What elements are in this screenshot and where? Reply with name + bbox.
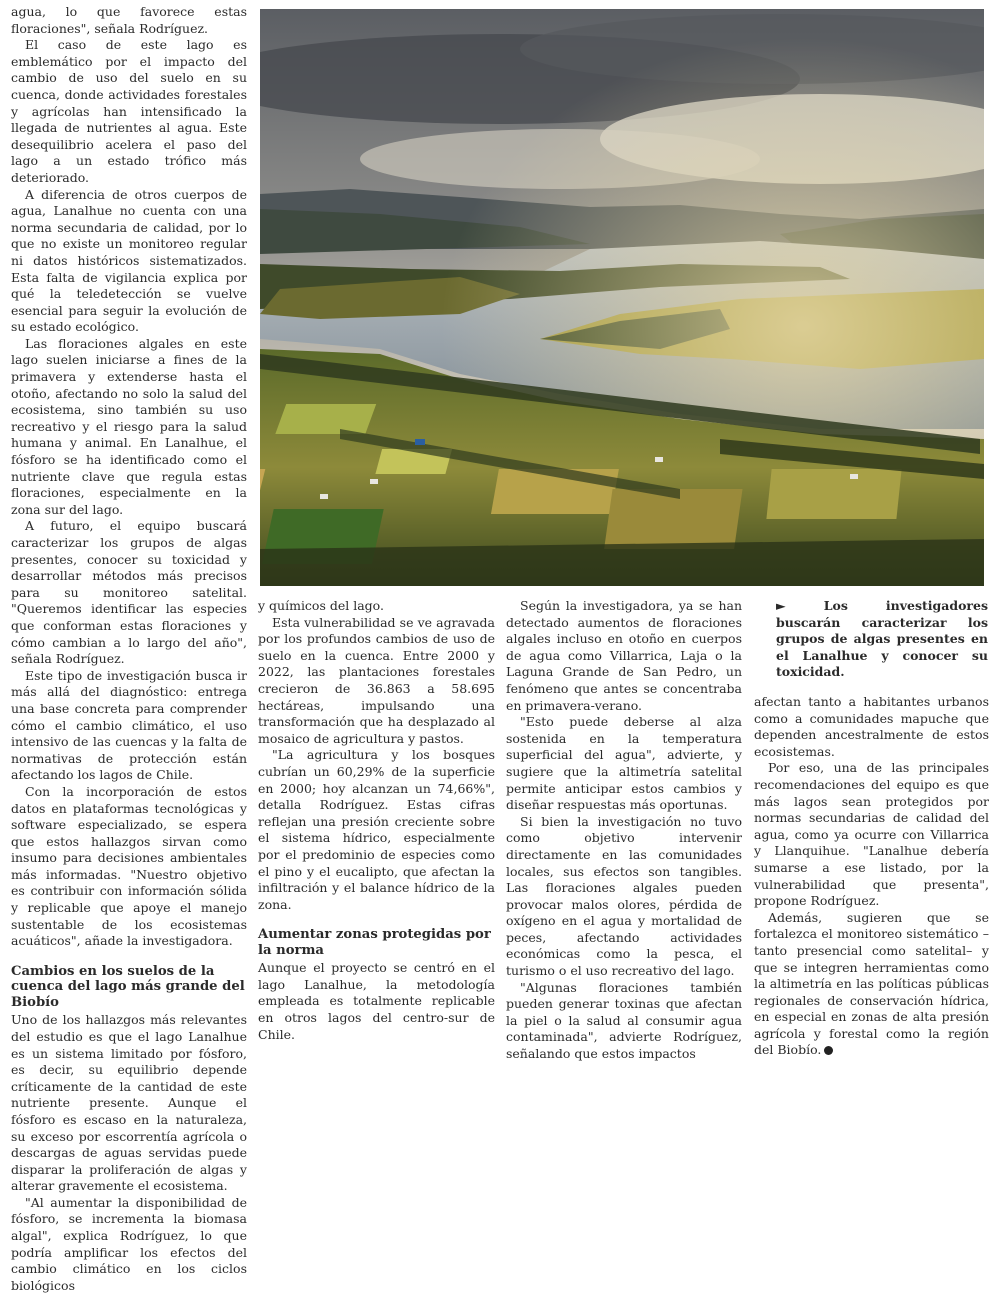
paragraph: y químicos del lago.	[258, 598, 384, 613]
paragraph: Este tipo de investigación busca ir más allá del diagnóstico: entrega una base concreta para comprender cómo el cambio climático, el uso intensivo de las cuencas y la falta de normativas de protección están afectando los lagos de Chile.	[11, 667, 247, 783]
photo-caption	[776, 598, 988, 681]
article-column-2	[258, 598, 495, 1043]
paragraph: "Esto puede deberse al alza sostenida en la temperatura superficial del agua", advierte, y sugiere que la altimetría satelital permite anticipar estos cambios y diseñar respuestas más oportunas.	[506, 714, 742, 813]
lake-photo-illustration	[260, 9, 984, 586]
paragraph: Las floraciones algales en este lago suelen iniciarse a fines de la primavera y extenderse hasta el otoño, afectando no solo la salud del ecosistema, sino también su uso recreativo y el riesgo para la salud humana y animal. En Lanalhue, el fósforo se ha identificado como el nutriente clave que regula estas floraciones, especialmente en la zona sur del lago.	[11, 335, 247, 517]
paragraph: Según la investigadora, ya se han detectado aumentos de floraciones algales incluso en otoño en cuerpos de agua como Villarrica, Laja o la Laguna Grande de San Pedro, un fenómeno que antes se concentraba en primavera-verano.	[506, 598, 742, 713]
section-heading: Aumentar zonas protegidas por la norma	[258, 927, 491, 958]
paragraph: Con la incorporación de estos datos en plataformas tecnológicas y software especializado, se espera que estos hallazgos sirvan como insumo para decisiones ambientales más informadas. "Nuestro objetivo es contribuir con información sólida y replicable que apoye el manejo sustentable de los ecosistemas acuáticos", añade la investigadora.	[11, 783, 247, 949]
paragraph: afectan tanto a habitantes urbanos como a comunidades mapuche que dependen ancestralmente de estos ecosistemas.	[754, 694, 989, 759]
paragraph: A futuro, el equipo buscará caracterizar los grupos de algas presentes, conocer su toxicidad y desarrollar métodos más precisos para su monitoreo satelital. "Queremos identificar las especies que conforman estas floraciones y cómo cambian a lo largo del año", señala Rodríguez.	[11, 518, 247, 667]
lake-landscape-photo	[260, 9, 984, 586]
paragraph: Si bien la investigación no tuvo como objetivo intervenir directamente en las comunidades locales, sus efectos son tangibles. Las floraciones algales pueden provocar malos olores, pérdida de oxígeno en el agua y mortalidad de peces, afectando actividades económicas como la pesca, el turismo o el uso recreativo del lago.	[506, 813, 742, 979]
article-column-3	[506, 598, 742, 1063]
paragraph: agua, lo que favorece estas floraciones", señala Rodríguez.	[11, 4, 247, 36]
paragraph: "Algunas floraciones también pueden generar toxinas que afectan la piel o la salud al consumir agua contaminada", advierte Rodríguez, señalando que estos impactos	[506, 979, 742, 1062]
article-column-1	[11, 4, 247, 1294]
caption-marker-icon: ►	[776, 598, 786, 613]
paragraph: Aunque el proyecto se centró en el lago Lanalhue, la metodología empleada es totalmente replicable en otros lagos del centro-sur de Chile.	[258, 960, 495, 1042]
paragraph: Esta vulnerabilidad se ve agravada por los profundos cambios de uso de suelo en la cuenca. Entre 2000 y 2022, las plantaciones forestales crecieron de 36.863 a 58.695 hectáreas, impulsando una transformación que ha desplazado al mosaico de agricultura y pastos.	[258, 614, 495, 746]
paragraph: Uno de los hallazgos más relevantes del estudio es que el lago Lanalhue es un sistema limitado por fósforo, es decir, su equilibrio depende críticamente de la cantidad de este nutriente presente. Aunque el fósforo es escaso en la naturaleza, su exceso por escorrentía agrícola o descargas de aguas servidas puede disparar la proliferación de algas y alterar gravemente el ecosistema.	[11, 1012, 247, 1194]
caption-text: Los investigadores buscarán caracterizar los grupos de algas presentes en el Lanalhue y conocer su toxicidad.	[776, 598, 989, 680]
paragraph: El caso de este lago es emblemático por el impacto del cambio de uso del suelo en su cuenca, donde actividades forestales y agrícolas han intensificado la llegada de nutrientes al agua. Este desequilibrio acelera el paso del lago a un estado trófico más deteriorado.	[11, 37, 247, 185]
article-column-4	[754, 694, 989, 1059]
paragraph: "La agricultura y los bosques cubrían un 60,29% de la superficie en 2000; hoy alcanzan un 74,66%", detalla Rodríguez. Estas cifras reflejan una presión creciente sobre el sistema hídrico, especialmente por el predominio de especies como el pino y el eucalipto, que afectan la infiltración y el balance hídrico de la zona.	[258, 747, 495, 912]
paragraph: "Al aumentar la disponibilidad de fósforo, se incrementa la biomasa algal", explica Rodríguez, lo que podría amplificar los efectos del cambio climático en los ciclos biológicos	[11, 1194, 247, 1293]
paragraph	[754, 910, 989, 1059]
section-heading: Cambios en los suelos de la cuenca del lago más grande del Biobío	[11, 963, 245, 1010]
paragraph: Por eso, una de las principales recomendaciones del equipo es que más lagos sean protegidos por normas secundarias de calidad del agua, como ya ocurre con Villarrica y Llanquihue. "Lanalhue debería sumarse a ese listado, por la vulnerabilidad que presenta", propone Rodríguez.	[754, 760, 989, 909]
end-of-article-icon	[824, 1046, 833, 1055]
paragraph: A diferencia de otros cuerpos de agua, Lanalhue no cuenta con una norma secundaria de calidad, por lo que no existe un monitoreo regular ni datos históricos sistematizados. Esta falta de vigilancia explica por qué la teledetección se vuelve esencial para seguir la evolución de su estado ecológico.	[11, 186, 247, 335]
paragraph-text: Además, sugieren que se fortalezca el monitoreo sistemático –tanto presencial como satelital– y que se integren herramientas como la altimetría en las políticas públicas regionales de conservación hídrica, en especial en zonas de alta presión agrícola y forestal como la región del Biobío.	[754, 909, 989, 1058]
